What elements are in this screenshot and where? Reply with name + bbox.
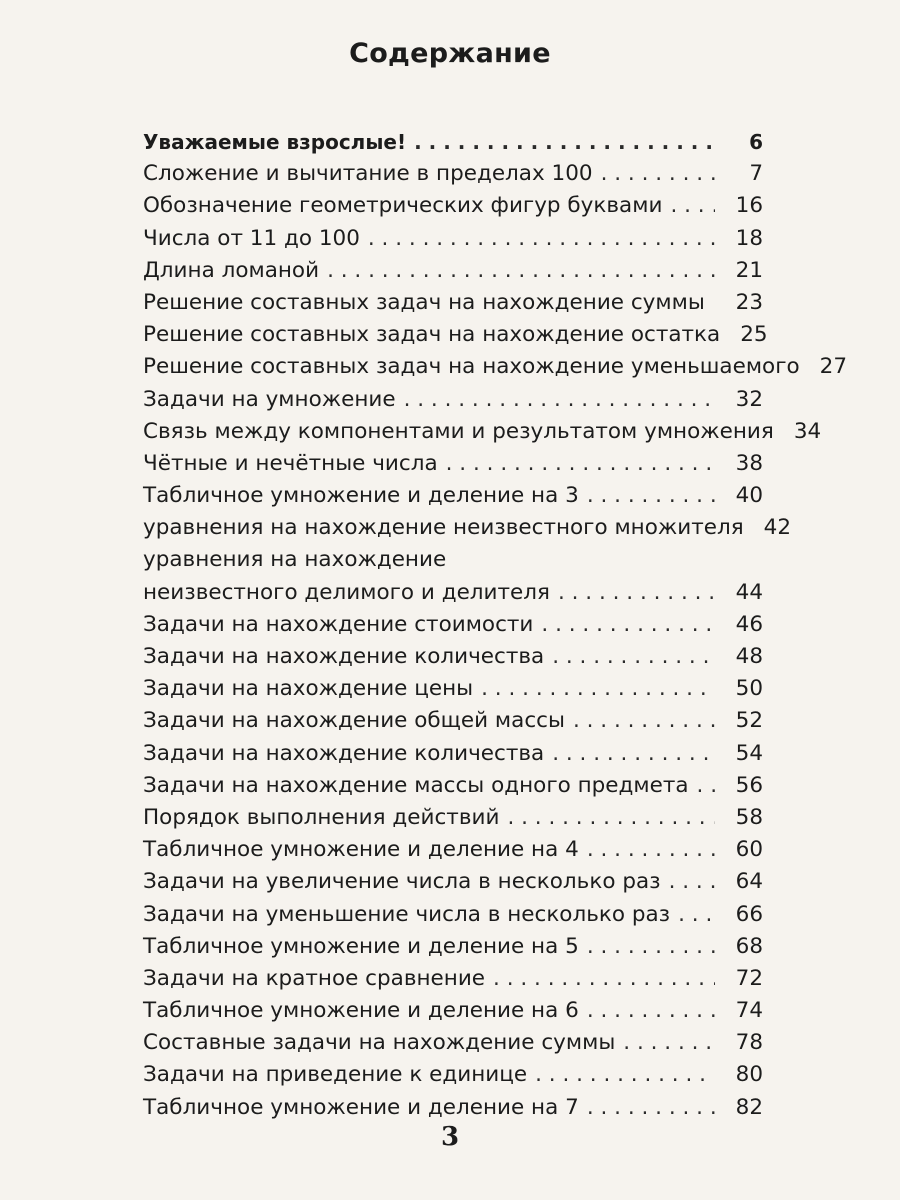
toc-entry: [143, 480, 763, 512]
toc-entry-label: Сложение и вычитание в пределах 100: [143, 161, 593, 187]
toc-entry-label: Задачи на нахождение количества: [143, 644, 545, 669]
toc-entry-label: Связь между компонентами и результатом умножения: [143, 418, 774, 444]
toc-entry-label: Табличное умножение и деление на 4: [143, 837, 579, 863]
dot-leader: [601, 158, 715, 190]
dot-leader: [623, 1027, 715, 1059]
toc-entry: [143, 512, 792, 544]
dot-leader: [552, 738, 715, 770]
page-number: 3: [440, 1122, 460, 1152]
toc-entry-label: Задачи на нахождение количества: [143, 740, 545, 766]
toc-entry-page: 34: [793, 418, 822, 444]
toc-entry: [143, 223, 763, 255]
toc-entry-label: Задачи на увеличение числа в несколько раз: [143, 869, 661, 895]
dot-leader: [678, 899, 715, 931]
toc-entry-label: неизвестного делимого и делителя: [143, 579, 550, 605]
dot-leader: [587, 931, 715, 963]
toc-entry-page: 7: [749, 161, 763, 187]
toc-entry: [143, 384, 763, 416]
toc-entry-label: Задачи на умножение: [143, 386, 396, 412]
dot-leader: [368, 223, 715, 255]
toc-entry: [143, 255, 763, 287]
toc-entry-page: 80: [735, 1062, 763, 1088]
toc-entry-label: Решение составных задач на нахождение суммы: [143, 289, 705, 315]
toc-entry: [143, 931, 763, 963]
toc-entry: [143, 738, 763, 770]
toc-entry: [143, 641, 763, 673]
toc-entry-page: 23: [735, 289, 763, 315]
dot-leader: [552, 641, 715, 673]
toc-entry: [143, 577, 763, 609]
toc-entry: [143, 834, 763, 866]
dot-leader: [507, 802, 715, 834]
toc-entry: [143, 899, 763, 931]
dot-leader: [535, 1059, 715, 1091]
toc-entry-page: 6: [749, 130, 763, 154]
toc-entry-page: 58: [735, 804, 763, 830]
dot-leader: [404, 384, 715, 416]
toc-entry: [143, 1059, 763, 1091]
toc-entry: [143, 416, 822, 448]
toc-entry-page: 48: [735, 644, 763, 669]
toc-entry-page: 60: [735, 837, 763, 863]
toc-entry: [143, 705, 763, 737]
toc-entry-page: 56: [735, 772, 763, 798]
toc-entry-page: 27: [819, 354, 848, 380]
dot-leader: [587, 834, 715, 866]
toc-entry-label: Решение составных задач на нахождение остатка: [143, 322, 721, 348]
dot-leader: [713, 287, 715, 319]
page-title: Содержание: [349, 38, 551, 69]
toc-entry: [143, 802, 763, 834]
dot-leader: [481, 673, 715, 705]
toc-entry: [143, 126, 763, 158]
dot-leader: [446, 448, 715, 480]
dot-leader: [587, 1092, 715, 1124]
toc-entry-label: Задачи на кратное сравнение: [143, 965, 486, 991]
toc-entry: [143, 770, 763, 802]
dot-leader: [541, 609, 715, 641]
toc-entry-page: 38: [735, 450, 763, 476]
toc-entry-label: Табличное умножение и деление на 3: [143, 483, 579, 509]
toc-entry-page: 68: [735, 933, 763, 959]
dot-leader: [587, 480, 715, 512]
toc-entry-page: 16: [735, 193, 763, 219]
toc-entry: [143, 319, 768, 351]
toc-entry-label: Задачи на нахождение цены: [143, 676, 474, 702]
toc-entry-label: Обозначение геометрических фигур буквами: [143, 193, 663, 219]
toc-entry-label: Задачи на нахождение стоимости: [143, 611, 534, 637]
toc-entry-page: 40: [735, 483, 763, 509]
toc-entry-page: 18: [735, 225, 763, 251]
toc-entry-page: 32: [735, 386, 763, 412]
dot-leader: [587, 995, 715, 1027]
toc-entry-label: уравнения на нахождение: [143, 547, 447, 573]
dot-leader: [697, 770, 715, 802]
toc-entry-label: уравнения на нахождение неизвестного множителя: [143, 515, 744, 541]
dot-leader: [573, 705, 715, 737]
table-of-contents: [143, 126, 848, 1124]
toc-entry: [143, 866, 763, 898]
toc-entry-label: Порядок выполнения действий: [143, 804, 500, 830]
toc-entry: [143, 448, 763, 480]
toc-entry-page: 50: [735, 676, 763, 702]
toc-entry-page: 25: [740, 322, 768, 348]
toc-entry-label: Табличное умножение и деление на 7: [143, 1094, 579, 1120]
dot-leader: [670, 190, 715, 222]
toc-entry: [143, 963, 763, 995]
toc-entry-label: Табличное умножение и деление на 6: [143, 998, 579, 1024]
toc-entry-page: 52: [735, 708, 763, 734]
toc-entry-label: Табличное умножение и деление на 5: [143, 933, 579, 959]
toc-entry-page: 21: [735, 257, 763, 283]
toc-entry: [143, 609, 763, 641]
toc-entry-page: 54: [735, 740, 763, 766]
toc-entry: [143, 158, 763, 190]
toc-entry: [143, 190, 763, 222]
toc-entry-label: Решение составных задач на нахождение уменьшаемого: [143, 354, 800, 380]
toc-entry: [143, 351, 848, 383]
toc-entry-label: Задачи на приведение к единице: [143, 1062, 528, 1088]
dot-leader: [327, 255, 715, 287]
toc-entry-label: Задачи на уменьшение числа в несколько раз: [143, 901, 671, 927]
toc-entry-label: Длина ломаной: [143, 257, 320, 283]
toc-entry-page: 42: [763, 515, 792, 541]
toc-entry-label: Задачи на нахождение массы одного предмета: [143, 772, 689, 798]
toc-entry-page: 74: [735, 998, 763, 1024]
toc-entry: [143, 1092, 763, 1124]
toc-entry-page: 44: [735, 579, 763, 605]
toc-entry-page: 82: [735, 1094, 763, 1120]
dot-leader: [669, 866, 715, 898]
toc-entry: [143, 544, 763, 576]
dot-leader: [558, 577, 715, 609]
toc-entry-page: 46: [735, 611, 763, 637]
toc-entry-label: Уважаемые взрослые!: [143, 130, 407, 154]
toc-entry-label: Числа от 11 до 100: [143, 225, 360, 251]
toc-entry-page: 72: [735, 965, 763, 991]
toc-entry-page: 78: [735, 1030, 763, 1056]
toc-entry-label: Задачи на нахождение общей массы: [143, 708, 565, 734]
toc-entry-page: 64: [735, 869, 763, 895]
toc-entry-page: 66: [735, 901, 763, 927]
toc-entry: [143, 673, 763, 705]
toc-entry-label: Составные задачи на нахождение суммы: [143, 1030, 616, 1056]
toc-entry: [143, 1027, 763, 1059]
dot-leader: [414, 126, 715, 158]
toc-entry-label: Чётные и нечётные числа: [143, 450, 438, 476]
dot-leader: [493, 963, 715, 995]
toc-entry: [143, 995, 763, 1027]
toc-entry: [143, 287, 763, 319]
